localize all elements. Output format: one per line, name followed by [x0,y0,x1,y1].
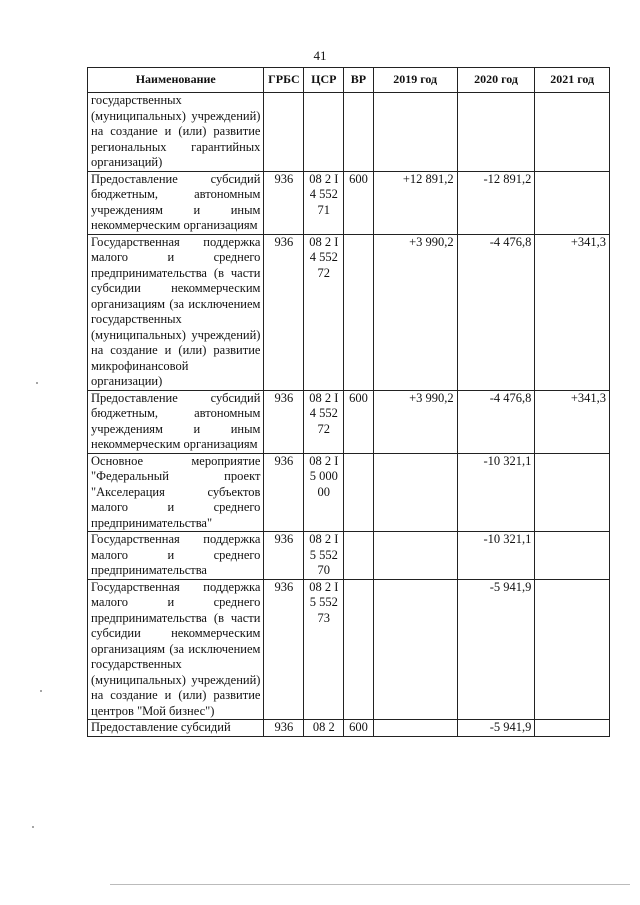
cell-csr: 08 2 I5 55270 [304,532,344,580]
cell-y2020: -4 476,8 [457,234,535,390]
header-vr: ВР [344,68,373,93]
cell-y2020 [457,93,535,172]
table-body [88,93,610,737]
scan-mark [40,690,42,692]
cell-y2020: -5 941,9 [457,579,535,720]
cell-y2021 [535,720,610,737]
cell-y2020: -12 891,2 [457,171,535,234]
cell-name: Предоставление субсидий бюджетным, автономным учреждениям и иным некоммерческим организациям [88,171,264,234]
cell-y2019: +3 990,2 [373,390,457,453]
cell-grbs: 936 [264,453,304,532]
cell-y2019 [373,579,457,720]
budget-table [87,67,610,737]
cell-vr [344,579,373,720]
cell-name: Государственная поддержка малого и среднего предпринимательства (в части субсидии некоммерческим организациям (за исключением государственных (муниципальных) учреждений) на создание и (или) развитие микрофинансовой организации) [88,234,264,390]
cell-csr: 08 2 I4 55271 [304,171,344,234]
cell-name: Государственная поддержка малого и среднего предпринимательства [88,532,264,580]
table-row [88,579,610,720]
header-csr: ЦСР [304,68,344,93]
scan-mark [36,382,38,384]
cell-csr [304,93,344,172]
cell-grbs [264,93,304,172]
header-2019: 2019 год [373,68,457,93]
cell-y2021: +341,3 [535,390,610,453]
cell-y2019: +3 990,2 [373,234,457,390]
cell-y2020: -10 321,1 [457,532,535,580]
cell-y2020: -4 476,8 [457,390,535,453]
table-row [88,93,610,172]
cell-grbs: 936 [264,579,304,720]
header-2021: 2021 год [535,68,610,93]
cell-y2021 [535,579,610,720]
cell-y2021 [535,453,610,532]
cell-y2019 [373,532,457,580]
cell-vr: 600 [344,390,373,453]
table-row [88,532,610,580]
cell-csr: 08 2 I5 55273 [304,579,344,720]
cell-vr: 600 [344,171,373,234]
cell-grbs: 936 [264,532,304,580]
cell-vr: 600 [344,720,373,737]
cell-name: Государственная поддержка малого и среднего предпринимательства (в части субсидии некоммерческим организациям (за исключением государственных (муниципальных) учреждений) на создание и (или) развитие центров "Мой бизнес") [88,579,264,720]
cell-y2019 [373,93,457,172]
cell-y2019: +12 891,2 [373,171,457,234]
cell-y2019 [373,720,457,737]
cell-grbs: 936 [264,720,304,737]
table-header-row [88,68,610,93]
cell-grbs: 936 [264,234,304,390]
header-grbs: ГРБС [264,68,304,93]
table-row [88,453,610,532]
cell-name: Основное мероприятие "Федеральный проект "Акселерация субъектов малого и среднего предпринимательства" [88,453,264,532]
cell-name: Предоставление субсидий [88,720,264,737]
cell-vr [344,93,373,172]
cell-grbs: 936 [264,390,304,453]
cell-name: государственных (муниципальных) учреждений) на создание и (или) развитие региональных гарантийных организаций) [88,93,264,172]
table-row [88,171,610,234]
cell-vr [344,532,373,580]
header-name: Наименование [88,68,264,93]
cell-y2020: -10 321,1 [457,453,535,532]
cell-y2020: -5 941,9 [457,720,535,737]
cell-name: Предоставление субсидий бюджетным, автономным учреждениям и иным некоммерческим организациям [88,390,264,453]
table-row [88,720,610,737]
cell-vr [344,453,373,532]
cell-vr [344,234,373,390]
cell-csr: 08 2 I4 55272 [304,234,344,390]
cell-y2021 [535,171,610,234]
cell-csr: 08 2 I4 55272 [304,390,344,453]
cell-y2021: +341,3 [535,234,610,390]
cell-csr: 08 2 I5 00000 [304,453,344,532]
scan-mark [32,826,34,828]
table-row [88,390,610,453]
cell-y2021 [535,93,610,172]
table-row [88,234,610,390]
cell-y2021 [535,532,610,580]
cell-y2019 [373,453,457,532]
cell-grbs: 936 [264,171,304,234]
cell-csr: 08 2 [304,720,344,737]
header-2020: 2020 год [457,68,535,93]
page-bottom-edge [110,884,630,885]
page-number: 41 [313,48,327,63]
